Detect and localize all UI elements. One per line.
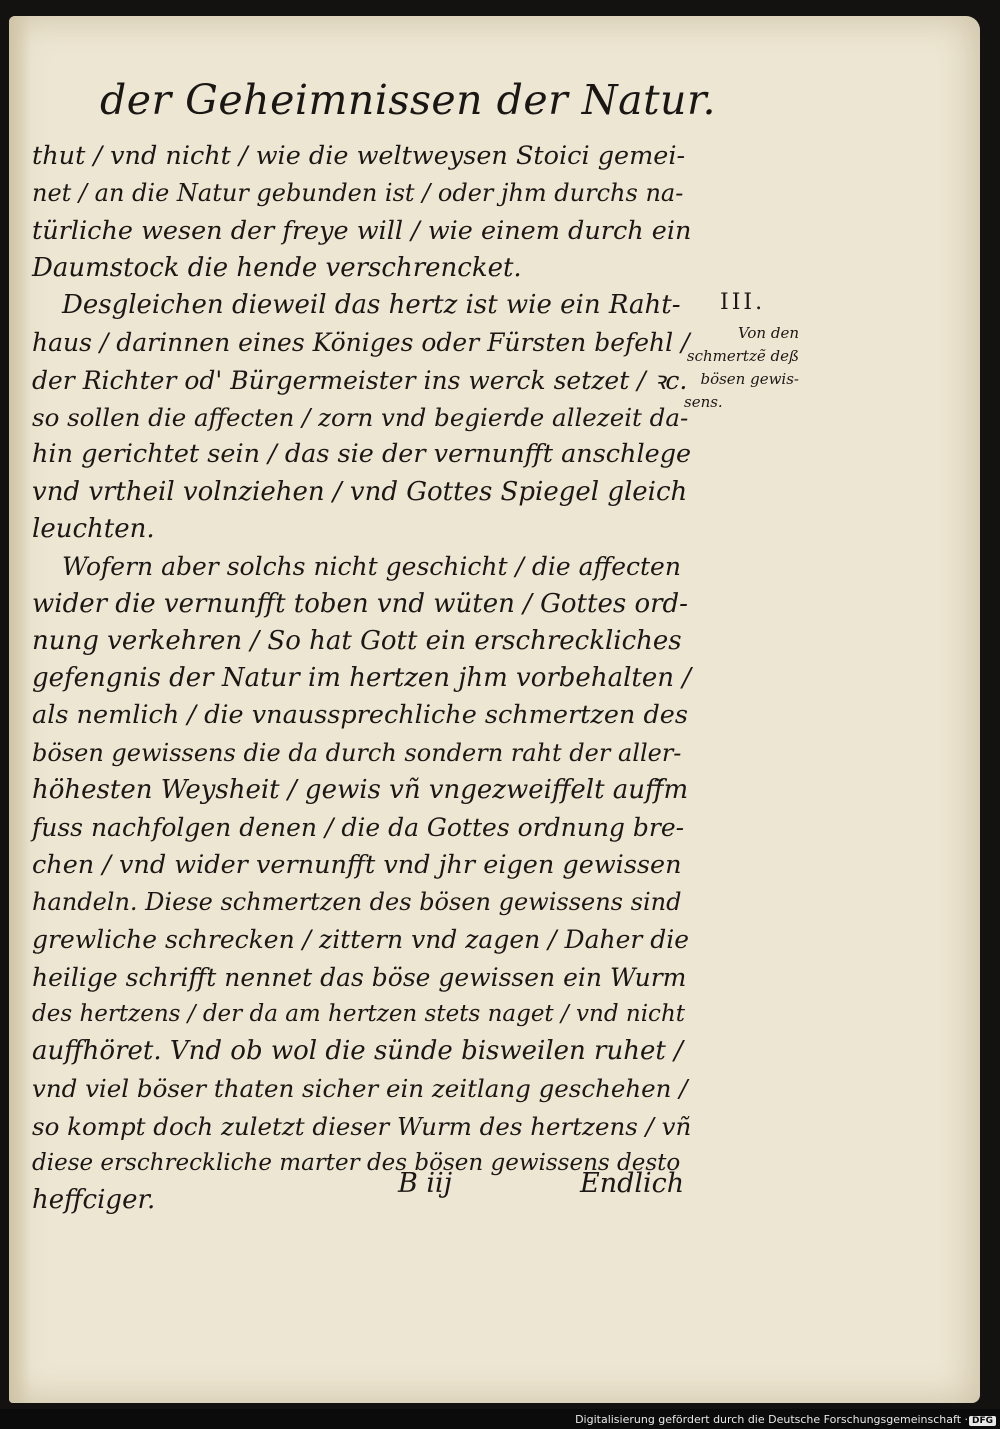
text-line: haus / darinnen eines Königes oder Fürsten befehl / bbox=[32, 328, 690, 358]
text-line: heilige schrifft nennet das böse gewissen ein Wurm bbox=[32, 962, 687, 992]
marginal-note-line: bösen gewis- bbox=[700, 370, 799, 388]
text-line: handeln. Diese schmertzen des bösen gewissens sind bbox=[32, 887, 682, 916]
text-line: hin gerichtet sein / das sie der vernunfft anschlege bbox=[32, 439, 692, 470]
text-line: der Richter od' Bürgermeister ins werck setzet / ꝛc. bbox=[32, 365, 688, 395]
marginal-note-line: schmertzẽ deß bbox=[686, 347, 799, 365]
page-gutter-shadow bbox=[9, 16, 31, 1403]
text-line: grewliche schrecken / zittern vnd zagen / Daher die bbox=[32, 925, 690, 955]
text-line: so kompt doch zuletzt dieser Wurm des hertzens / vñ bbox=[32, 1111, 692, 1141]
text-line: vnd viel böser thaten sicher ein zeitlang geschehen / bbox=[32, 1074, 688, 1104]
text-line: fuss nachfolgen denen / die da Gottes ordnung bre- bbox=[32, 813, 685, 843]
catchword: Endlich bbox=[580, 1168, 685, 1199]
text-line: heffciger. bbox=[32, 1185, 156, 1216]
margin-section-number: III. bbox=[720, 290, 766, 315]
text-line: diese erschreckliche marter des bösen gewissens desto bbox=[32, 1150, 681, 1177]
main-text-block bbox=[32, 138, 692, 1220]
dfg-logo: DFG bbox=[969, 1416, 996, 1426]
text-line: Desgleichen dieweil das hertz ist wie ein Raht- bbox=[62, 290, 681, 321]
text-line: bösen gewissens die da durch sondern raht der aller- bbox=[32, 738, 682, 767]
text-line: Daumstock die hende verschrencket. bbox=[32, 252, 522, 283]
signature-mark: B iij bbox=[398, 1168, 453, 1199]
text-line: höhesten Weysheit / gewis vñ vngezweiffelt auff̃m bbox=[32, 775, 689, 806]
text-line: vnd vrtheil volnziehen / vnd Gottes Spiegel gleich bbox=[32, 476, 688, 507]
text-line: thut / vnd nicht / wie die weltweysen Stoici gemei- bbox=[32, 141, 686, 171]
text-line: so sollen die affecten / zorn vnd begierde allezeit da- bbox=[32, 403, 689, 433]
text-line: als nemlich / die vnaussprechliche schmertzen des bbox=[32, 700, 688, 731]
text-line: Wofern aber solchs nicht geschicht / die affecten bbox=[62, 552, 681, 582]
text-line: chen / vnd wider vernunfft vnd jhr eigen gewissen bbox=[32, 849, 682, 880]
digitization-credit: Digitalisierung gefördert durch die Deutsche Forschungsgemeinschaft · bbox=[575, 1413, 968, 1426]
running-header: der Geheimnissen der Natur. bbox=[100, 76, 717, 124]
text-line: gefengnis der Natur im hertzen jhm vorbehalten / bbox=[32, 663, 691, 694]
marginal-note-line: sens. bbox=[684, 393, 723, 411]
text-line: des hertzens / der da am hertzen stets naget / vnd nicht bbox=[32, 1000, 685, 1027]
marginal-note bbox=[684, 322, 799, 414]
text-line: türliche wesen der freye will / wie einem durch ein bbox=[32, 215, 692, 246]
text-line: wider die vernunfft toben vnd wüten / Gottes ord- bbox=[32, 588, 688, 619]
text-line: nung verkehren / So hat Gott ein erschreckliches bbox=[32, 625, 682, 656]
text-line: leuchten. bbox=[32, 513, 155, 544]
text-line: net / an die Natur gebunden ist / oder jhm durchs na- bbox=[32, 179, 684, 208]
text-line: auffhöret. Vnd ob wol die sünde bisweilen ruhet / bbox=[32, 1036, 683, 1067]
marginal-note-line: Von den bbox=[737, 324, 799, 342]
